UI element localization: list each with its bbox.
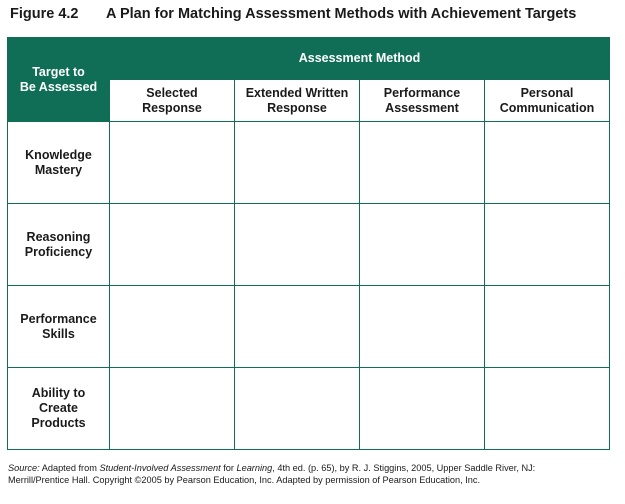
row-header-line: Skills bbox=[42, 326, 75, 341]
table-cell bbox=[360, 368, 485, 450]
table-cell bbox=[485, 122, 610, 204]
table-row bbox=[8, 286, 610, 368]
table-cell bbox=[235, 286, 360, 368]
table-cell bbox=[485, 286, 610, 368]
table-cell bbox=[360, 122, 485, 204]
table-cell bbox=[360, 286, 485, 368]
source-line-2: Merrill/Prentice Hall. Copyright ©2005 by Pearson Education, Inc. Adapted by permission of Pearson Education, Inc. bbox=[8, 475, 481, 485]
table-cell bbox=[235, 204, 360, 286]
column-header-line: Selected bbox=[146, 85, 198, 100]
column-header-personal-communication bbox=[485, 80, 610, 122]
table-cell bbox=[235, 368, 360, 450]
column-header-extended-written-response bbox=[235, 80, 360, 122]
table-cell bbox=[110, 286, 235, 368]
source-text: for bbox=[220, 463, 237, 473]
target-header-line: Be Assessed bbox=[19, 79, 98, 94]
column-header-selected-response bbox=[110, 80, 235, 122]
row-header-line: Performance bbox=[20, 311, 97, 326]
table-cell bbox=[235, 122, 360, 204]
column-header-line: Assessment bbox=[385, 100, 459, 115]
table-cell bbox=[485, 204, 610, 286]
table-cell bbox=[360, 204, 485, 286]
assessment-plan-table bbox=[7, 37, 610, 450]
row-header-knowledge-mastery bbox=[8, 122, 110, 204]
table-row bbox=[8, 368, 610, 450]
row-header-line: Reasoning bbox=[26, 229, 91, 244]
row-header-line: Knowledge bbox=[25, 147, 92, 162]
row-header-ability-to-create-products bbox=[8, 368, 110, 450]
table-row bbox=[8, 204, 610, 286]
row-header-line: Products bbox=[31, 416, 86, 430]
row-header-line: Ability to bbox=[31, 386, 86, 400]
column-header-performance-assessment bbox=[360, 80, 485, 122]
source-text: Adapted from bbox=[39, 463, 100, 473]
source-note bbox=[8, 462, 618, 486]
figure-title bbox=[10, 6, 576, 22]
table-cell bbox=[110, 122, 235, 204]
table-row bbox=[8, 122, 610, 204]
table-cell bbox=[110, 368, 235, 450]
table-cell bbox=[110, 204, 235, 286]
column-header-line: Extended Written bbox=[245, 85, 349, 100]
source-line-1 bbox=[8, 462, 618, 474]
target-header bbox=[8, 38, 110, 122]
column-header-line: Performance bbox=[383, 85, 461, 100]
source-book-title: Student-Involved Assessment bbox=[99, 463, 221, 473]
figure-number: Figure 4.2 bbox=[10, 6, 79, 22]
column-header-line: Response bbox=[142, 100, 202, 115]
row-header-line: Mastery bbox=[34, 162, 83, 177]
target-header-line: Target to bbox=[32, 64, 85, 79]
row-header-performance-skills bbox=[8, 286, 110, 368]
source-text: , 4th ed. (p. 65), by R. J. Stiggins, 2005, Upper Saddle River, NJ: bbox=[272, 463, 536, 473]
figure-caption: A Plan for Matching Assessment Methods with Achievement Targets bbox=[106, 6, 577, 22]
row-header-line: Proficiency bbox=[24, 244, 93, 259]
source-label: Source: bbox=[8, 463, 40, 473]
column-header-line: Response bbox=[267, 100, 327, 115]
column-header-line: Communication bbox=[499, 100, 595, 115]
source-book-title: Learning bbox=[236, 463, 273, 473]
method-header: Assessment Method bbox=[110, 38, 610, 80]
row-header-line: Create bbox=[39, 401, 78, 415]
column-header-line: Personal bbox=[520, 85, 574, 100]
row-header-reasoning-proficiency bbox=[8, 204, 110, 286]
table-cell bbox=[485, 368, 610, 450]
